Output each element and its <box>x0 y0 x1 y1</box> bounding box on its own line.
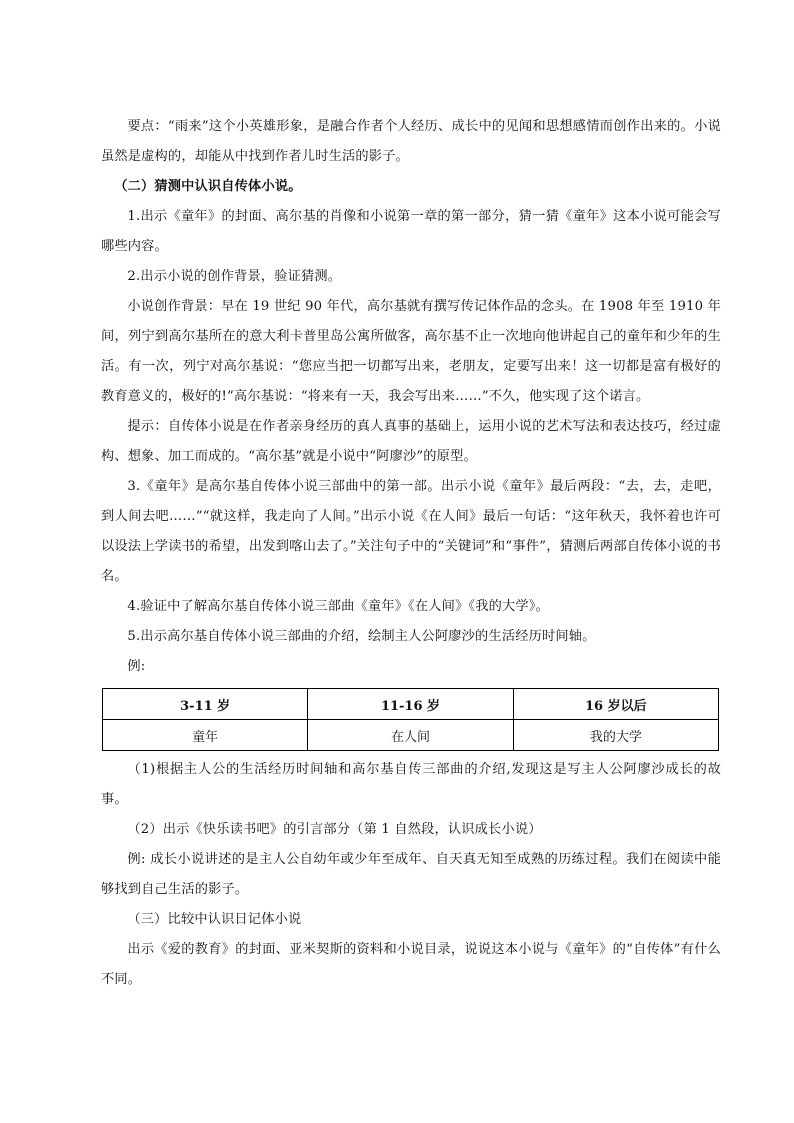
paragraph-step-5: 5.出示高尔基自传体小说三部曲的介绍，绘制主人公阿廖沙的生活经历时间轴。 <box>127 629 596 644</box>
table-cell: 在人间 <box>308 720 513 751</box>
paragraph-background: 小说创作背景：早在 19 世纪 90 年代，高尔基就有撰写传记体作品的念头。在 1908 年至 1910 年间，列宁到高尔基所在的意大利卡普里岛公寓所做客，高尔基不止一次地向他讲起自己的童年和少年的生活。有一次，列宁对高尔基说：“您应当把一切都写出来，老朋友，定要写出来！这一切都是富有极好的教育意义的，极好的!”高尔基说：“将来有一天，我会写出来……”不久，他实现了这个诺言。 <box>101 299 721 404</box>
paragraph-step-4: 4.验证中了解高尔基自传体小说三部曲《童年》《在人间》《我的大学》。 <box>127 599 549 614</box>
table-header-cell: 11-16 岁 <box>308 689 513 720</box>
paragraph-tip: 提示：自传体小说是在作者亲身经历的真人真事的基础上，运用小说的艺术写法和表达技巧，经过虚构、想象、加工而成的。“高尔基”就是小说中“阿廖沙”的原型。 <box>101 419 721 464</box>
table-header-cell: 3-11 岁 <box>103 689 308 720</box>
table-cell: 我的大学 <box>513 720 718 751</box>
paragraph-step-1: 1.出示《童年》的封面、高尔基的肖像和小说第一章的第一部分，猜一猜《童年》这本小说可能会写哪些内容。 <box>101 209 721 254</box>
document-page <box>101 112 721 995</box>
paragraph-step-2: 2.出示小说的创作背景，验证猜测。 <box>127 269 342 284</box>
paragraph-growth-novel: 例: 成长小说讲述的是主人公自幼年或少年至成年、自天真无知至成熟的历练过程。我们在阅读中能够找到自己生活的影子。 <box>101 852 721 897</box>
section-heading-2: （二）猜测中认识自传体小说。 <box>114 179 302 194</box>
section-heading-3: （三）比较中认识日记体小说 <box>127 912 302 927</box>
table-header-row <box>103 689 719 720</box>
paragraph-compare: 出示《爱的教育》的封面、亚米契斯的资料和小说目录，说说这本小说与《童年》的“自传体”有什么不同。 <box>101 942 721 987</box>
paragraph-example-label: 例: <box>127 659 146 674</box>
paragraph-finding-1: （1)根据主人公的生活经历时间轴和高尔基自传三部曲的介绍,发现这是写主人公阿廖沙成长的故事。 <box>101 762 721 807</box>
timeline-table <box>102 688 719 751</box>
table-row <box>103 720 719 751</box>
table-cell: 童年 <box>103 720 308 751</box>
paragraph-finding-2: （2）出示《快乐读书吧》的引言部分（第 1 自然段，认识成长小说） <box>127 822 542 837</box>
paragraph-key-point: 要点：“雨来”这个小英雄形象，是融合作者个人经历、成长中的见闻和思想感情而创作出来的。小说虽然是虚构的，却能从中找到作者儿时生活的影子。 <box>101 119 721 164</box>
paragraph-step-3: 3.《童年》是高尔基自传体小说三部曲中的第一部。出示小说《童年》最后两段：“去，去，走吧，到人间去吧……”“就这样，我走向了人间。”出示小说《在人间》最后一句话：“这年秋天，我怀着也许可以设法上学读书的希望，出发到喀山去了。”关注句子中的“关键词”和“事件”，猜测后两部自传体小说的书名。 <box>101 479 721 584</box>
table-header-cell: 16 岁以后 <box>513 689 718 720</box>
